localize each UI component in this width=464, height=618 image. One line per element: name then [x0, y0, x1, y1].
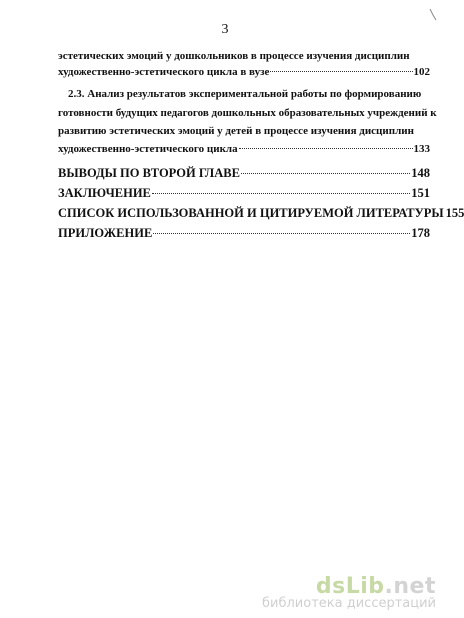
toc-entry: [58, 226, 430, 240]
toc-page-number: 133: [413, 143, 430, 155]
dot-leader: [270, 70, 412, 72]
watermark-subtitle: библиотека диссертаций: [262, 596, 436, 611]
toc-page-number: 102: [413, 66, 430, 78]
toc-entry-line: художественно-эстетического цикла: [58, 143, 238, 155]
dot-leader: [239, 147, 413, 149]
toc-entry-line: художественно-эстетического цикла в вузе: [58, 66, 270, 78]
dot-leader: [241, 172, 410, 174]
toc-entry: [58, 186, 430, 200]
toc-entry-line: эстетических эмоций у дошкольников в процессе изучения дисциплин: [58, 50, 410, 62]
toc-entry-line: ЗАКЛЮЧЕНИЕ: [58, 186, 151, 200]
toc-entry: [58, 50, 430, 63]
toc-entry-line: ПРИЛОЖЕНИЕ: [58, 226, 153, 240]
toc-entry-line: ВЫВОДЫ ПО ВТОРОЙ ГЛАВЕ: [58, 166, 240, 180]
dot-leader: [152, 192, 410, 194]
toc-page-number: 155: [445, 206, 464, 220]
toc-entry-line: развитию эстетических эмоций у детей в процессе изучения дисциплин: [58, 125, 414, 137]
toc-entry-line: 2.3. Анализ результатов экспериментальной работы по формированию: [68, 88, 422, 100]
scan-mark: [428, 8, 438, 22]
toc-entry-line: готовности будущих педагогов дошкольных образовательных учреждений к: [58, 107, 437, 119]
toc-entry: [58, 206, 464, 220]
toc-entry-line: СПИСОК ИСПОЛЬЗОВАННОЙ И ЦИТИРУЕМОЙ ЛИТЕРАТУРЫ: [58, 206, 444, 220]
toc-entry: [58, 107, 437, 120]
toc-entry: [58, 166, 430, 180]
page-number: 3: [221, 22, 229, 37]
watermark-logo-main: dsLib: [315, 574, 385, 599]
toc-entry: [58, 66, 430, 79]
toc-page-number: 178: [411, 226, 430, 240]
watermark: [262, 574, 436, 611]
toc-entry: [58, 125, 430, 138]
toc-page-number: 148: [411, 166, 430, 180]
toc-entry: [58, 143, 430, 156]
toc-page-number: 151: [411, 186, 430, 200]
dot-leader: [153, 232, 410, 234]
watermark-logo-tld: .net: [384, 574, 436, 599]
toc-entry: [68, 88, 430, 101]
